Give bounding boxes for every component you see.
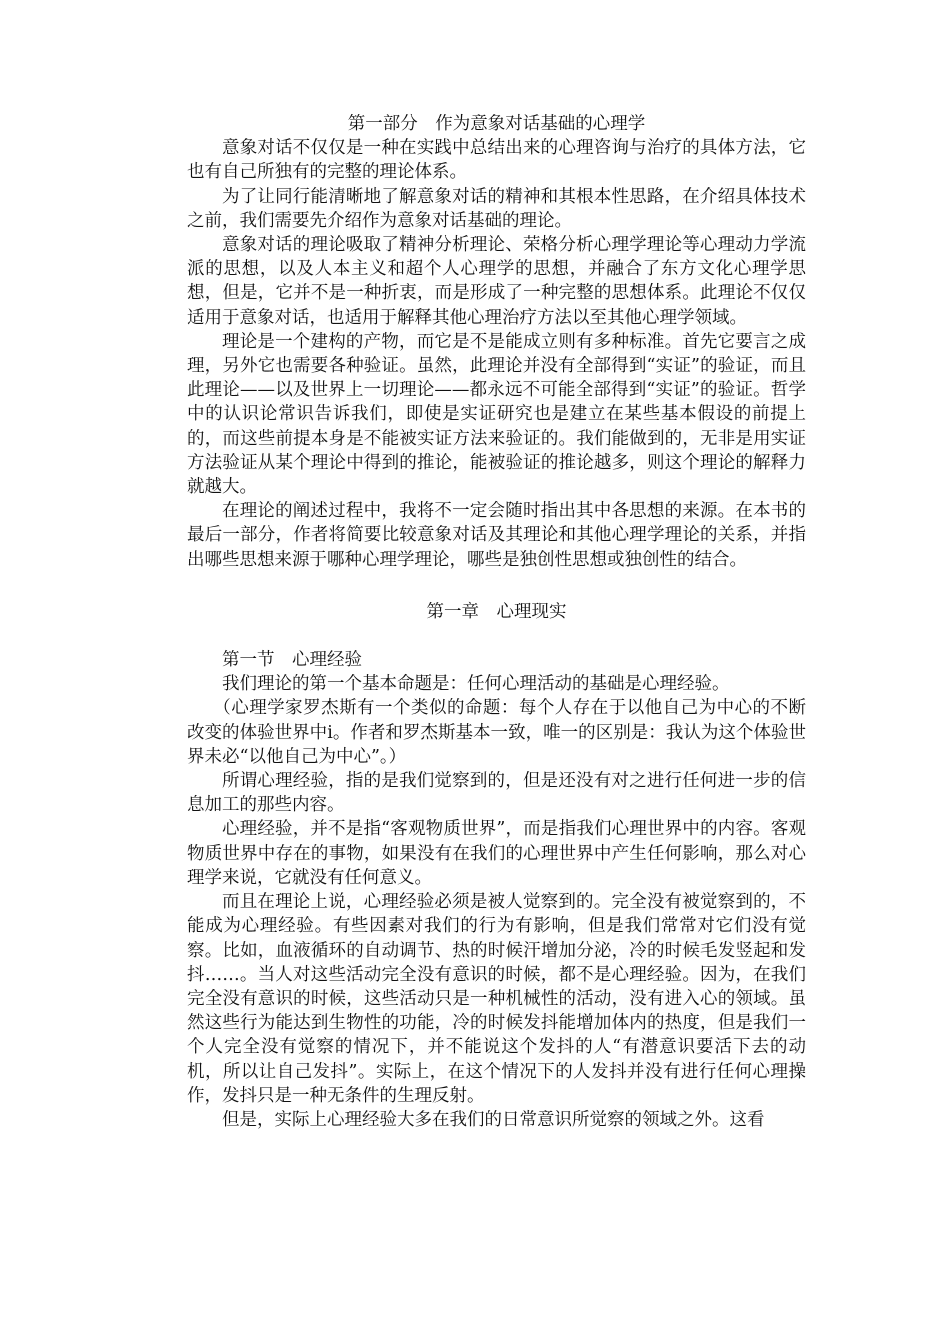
paragraph: 而且在理论上说，心理经验必须是被人觉察到的。完全没有被觉察到的，不能成为心理经验。有些因素对我们的行为有影响，但是我们常常对它们没有觉察。比如，血液循环的自动调节、热的时候汗增加分泌，冷的时候毛发竖起和发抖……。当人对这些活动完全没有意识的时候，都不是心理经验。因为，在我们完全没有意识的时候，这些活动只是一种机械性的活动，没有进入心的领域。虽然这些行为能达到生物性的功能，冷的时候发抖能增加体内的热度，但是我们一个人完全没有觉察的情况下，并不能说这个发抖的人“有潜意识要活下去的动机，所以让自己发抖”。实际上，在这个情况下的人发抖并没有进行任何心理操作，发抖只是一种无条件的生理反射。 <box>187 892 806 1106</box>
paragraph: 在理论的阐述过程中，我将不一定会随时指出其中各思想的来源。在本书的最后一部分，作者将简要比较意象对话及其理论和其他心理学理论的关系，并指出哪些思想来源于哪种心理学理论，哪些是独创性思想或独创性的结合。 <box>187 501 806 570</box>
paragraph: 意象对话的理论吸取了精神分析理论、荣格分析心理学理论等心理动力学流派的思想，以及人本主义和超个人心理学的思想，并融合了东方文化心理学思想，但是，它并不是一种折衷，而是形成了一种完整的思想体系。此理论不仅仅适用于意象对话，也适用于解释其他心理治疗方法以至其他心理学领域。 <box>187 235 806 328</box>
paragraph: 但是，实际上心理经验大多在我们的日常意识所觉察的领域之外。这看 <box>222 1109 765 1130</box>
paragraph: 心理经验，并不是指“客观物质世界”，而是指我们心理世界中的内容。客观物质世界中存在的事物，如果没有在我们的心理世界中产生任何影响，那么对心理学来说，它就没有任何意义。 <box>187 819 806 888</box>
document-body <box>187 112 806 1132</box>
paragraph: 所谓心理经验，指的是我们觉察到的，但是还没有对之进行任何进一步的信息加工的那些内容。 <box>187 771 806 816</box>
paragraph: 我们理论的第一个基本命题是：任何心理活动的基础是心理经验。 <box>222 674 730 695</box>
section-title: 第一节 心理经验 <box>222 650 362 671</box>
part-title: 第一部分 作为意象对话基础的心理学 <box>347 114 646 134</box>
paragraph: 为了让同行能清晰地了解意象对话的精神和其根本性思路，在介绍具体技术之前，我们需要先介绍作为意象对话基础的理论。 <box>187 186 806 231</box>
chapter-title: 第一章 心理现实 <box>426 601 567 622</box>
paragraph: （心理学家罗杰斯有一个类似的命题：每个人存在于以他自己为中心的不断改变的体验世界中i。作者和罗杰斯基本一致，唯一的区别是：我认为这个体验世界未必“以他自己为中心”。） <box>187 698 806 767</box>
paragraph: 理论是一个建构的产物，而它是不是能成立则有多种标准。首先它要言之成理，另外它也需要各种验证。虽然，此理论并没有全部得到“实证”的验证，而且此理论——以及世界上一切理论——都永远不可能全部得到“实证”的验证。哲学中的认识论常识告诉我们，即使是实证研究也是建立在某些基本假设的前提上的，而这些前提本身是不能被实证方法来验证的。我们能做到的，无非是用实证方法验证从某个理论中得到的推论，能被验证的推论越多，则这个理论的解释力就越大。 <box>187 331 806 498</box>
paragraph: 意象对话不仅仅是一种在实践中总结出来的心理咨询与治疗的具体方法，它也有自己所独有的完整的理论体系。 <box>187 138 806 183</box>
